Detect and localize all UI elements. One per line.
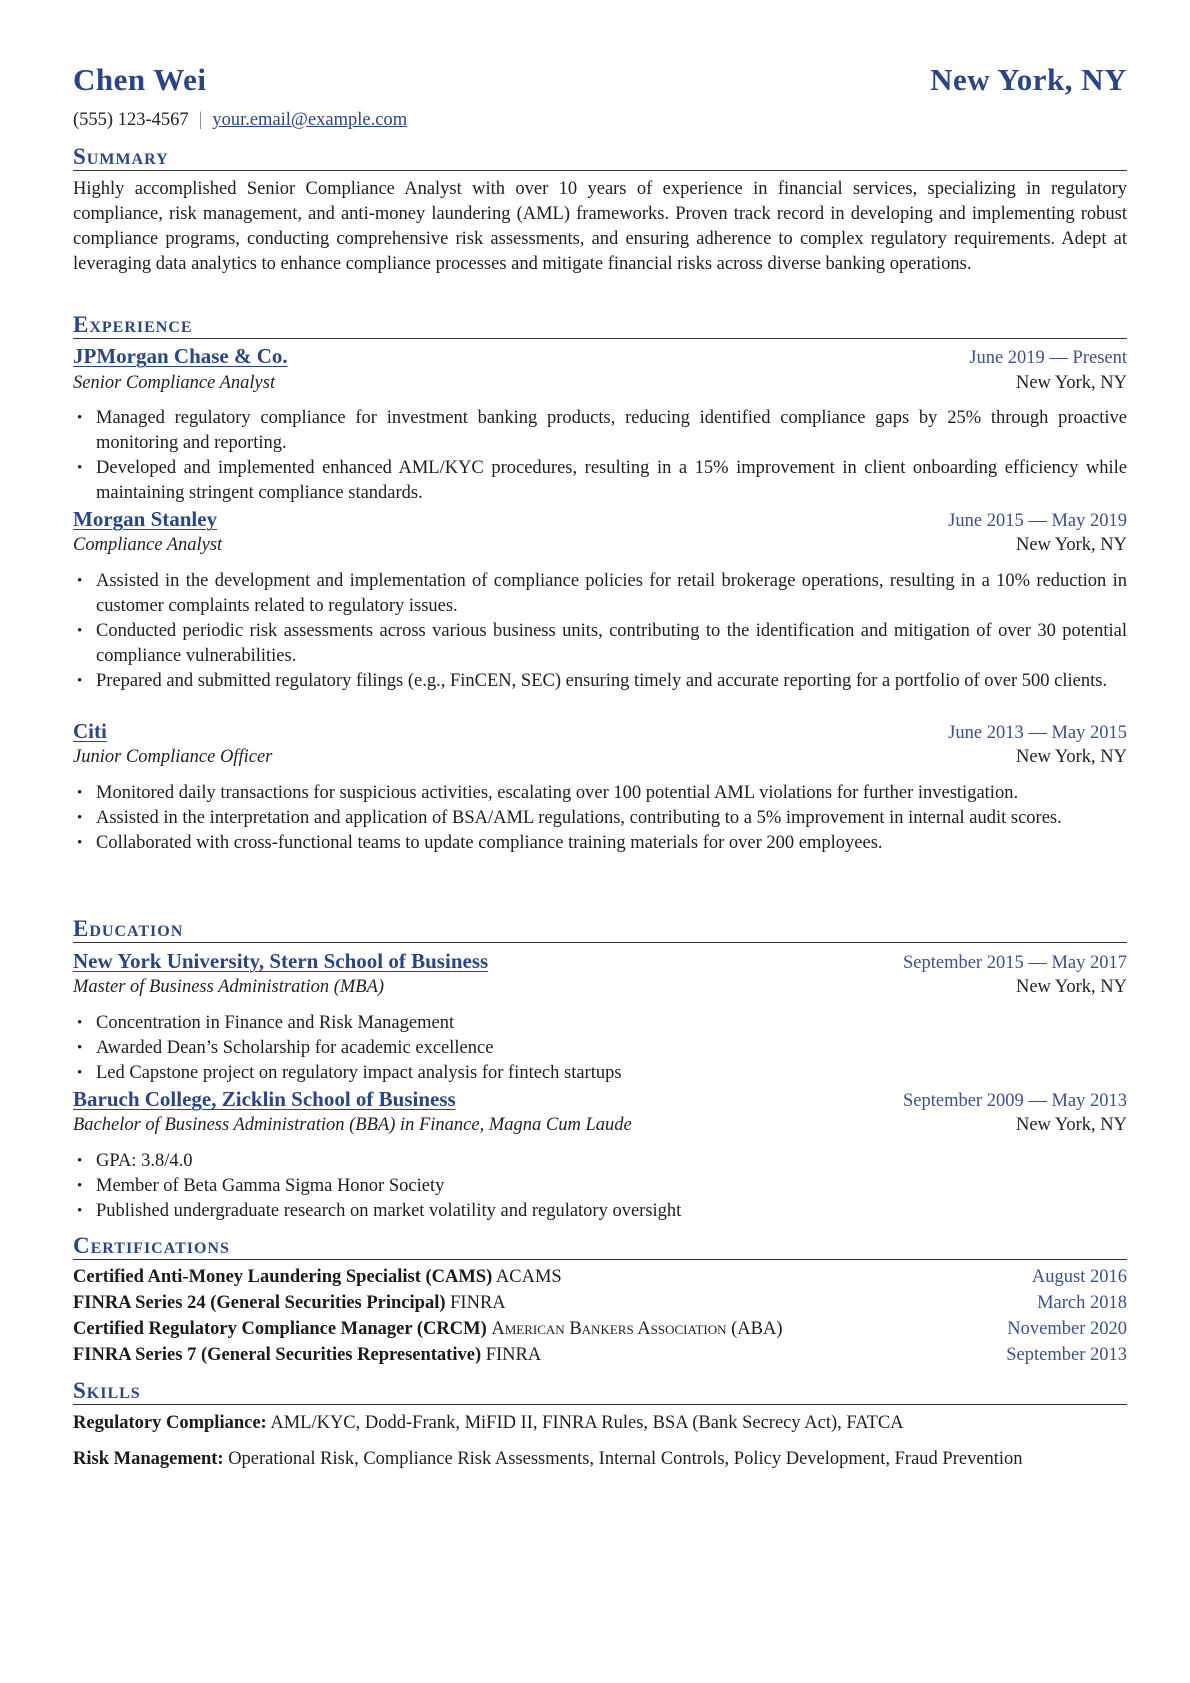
education-bullets — [73, 1011, 1127, 1086]
education-entry-subheader — [73, 1115, 1127, 1136]
contact-separator: | — [198, 110, 203, 130]
list-item: • Monitored daily transactions for suspicious activities, escalating over 100 potential AML violations for further investigation. — [73, 781, 1127, 806]
certification-issuer: FINRA — [485, 1345, 542, 1365]
list-item: • Led Capstone project on regulatory impact analysis for fintech startups — [73, 1061, 1127, 1086]
certification-date: September 2013 — [1006, 1345, 1127, 1365]
experience-entry-subheader — [73, 535, 1127, 556]
education-entry-subheader — [73, 977, 1127, 998]
certification-name: Certified Regulatory Compliance Manager (CRCM) — [73, 1319, 487, 1339]
list-item: • Concentration in Finance and Risk Management — [73, 1011, 1127, 1036]
employer-link[interactable]: Morgan Stanley — [73, 507, 218, 531]
resume-header — [73, 62, 1127, 98]
list-item: • Assisted in the development and implementation of compliance policies for retail brokerage operations, resulting in a 10% reduction in customer complaints related to regulatory issues. — [73, 569, 1127, 619]
skill-category: Regulatory Compliance: — [73, 1413, 267, 1433]
certification-issuer: FINRA — [450, 1293, 506, 1313]
certification-row — [73, 1319, 1127, 1340]
school-location: New York, NY — [1015, 977, 1127, 997]
skill-row — [73, 1447, 1127, 1472]
education-entry-header — [73, 949, 1127, 974]
list-item: • Prepared and submitted regulatory filings (e.g., FinCEN, SEC) ensuring timely and accurate reporting for a portfolio of over 500 clients. — [73, 669, 1127, 694]
job-location: New York, NY — [1015, 373, 1127, 393]
school-link[interactable]: New York University, Stern School of Business — [73, 949, 489, 973]
experience-entry-header — [73, 719, 1127, 744]
section-title-skills: Skills — [73, 1378, 1127, 1405]
school-link[interactable]: Baruch College, Zicklin School of Business — [73, 1087, 456, 1111]
job-title: Compliance Analyst — [73, 535, 223, 555]
section-title-summary: Summary — [73, 144, 1127, 171]
study-dates: September 2015 — May 2017 — [902, 953, 1127, 973]
list-item: • Published undergraduate research on market volatility and regulatory oversight — [73, 1199, 1127, 1224]
degree: Master of Business Administration (MBA) — [73, 977, 385, 997]
certification-date: November 2020 — [1007, 1319, 1127, 1339]
experience-bullets — [73, 569, 1127, 694]
summary-text: Highly accomplished Senior Compliance Analyst with over 10 years of experience in financial services, specializing in regulatory compliance, risk management, and anti-money laundering (AML) frameworks. Proven track record in developing and implementing robust compliance programs, conducting comprehensive risk assessments, and ensuring adherence to complex regulatory requirements. Adept at leveraging data analytics to enhance compliance processes and mitigate financial risks across diverse banking operations. — [73, 179, 1127, 274]
certification-name: FINRA Series 7 (General Securities Representative) — [73, 1345, 482, 1365]
skill-category: Risk Management: — [73, 1449, 224, 1469]
skill-values: AML/KYC, Dodd-Frank, MiFID II, FINRA Rules, BSA (Bank Secrecy Act), FATCA — [270, 1413, 904, 1433]
experience-bullets — [73, 781, 1127, 856]
candidate-name: Chen Wei — [73, 62, 207, 97]
degree: Bachelor of Business Administration (BBA) in Finance, Magna Cum Laude — [73, 1115, 632, 1135]
education-bullets — [73, 1149, 1127, 1224]
employer-link[interactable]: JPMorgan Chase & Co. — [73, 344, 288, 368]
employment-dates: June 2013 — May 2015 — [948, 723, 1127, 743]
job-title: Junior Compliance Officer — [73, 747, 273, 767]
school-location: New York, NY — [1015, 1115, 1127, 1135]
employer-link[interactable]: Citi — [73, 719, 107, 743]
experience-entry-subheader — [73, 747, 1127, 768]
list-item: • Collaborated with cross-functional teams to update compliance training materials for over 200 employees. — [73, 831, 1127, 856]
certification-date: August 2016 — [1031, 1267, 1127, 1287]
list-item: • Conducted periodic risk assessments across various business units, contributing to the identification and mitigation of over 30 potential compliance vulnerabilities. — [73, 619, 1127, 669]
candidate-location: New York, NY — [930, 62, 1127, 97]
job-title: Senior Compliance Analyst — [73, 373, 276, 393]
certification-row — [73, 1267, 1127, 1288]
contact-line — [73, 110, 407, 131]
list-item: • GPA: 3.8/4.0 — [73, 1149, 1127, 1174]
section-title-experience: Experience — [73, 312, 1127, 339]
list-item: • Member of Beta Gamma Sigma Honor Society — [73, 1174, 1127, 1199]
certification-date: March 2018 — [1037, 1293, 1127, 1313]
list-item: • Managed regulatory compliance for investment banking products, reducing identified compliance gaps by 25% through proactive monitoring and reporting. — [73, 406, 1127, 456]
experience-entry-header — [73, 344, 1127, 369]
certification-issuer: American Bankers Association (ABA) — [491, 1319, 783, 1339]
email-link[interactable]: your.email@example.com — [212, 110, 408, 130]
certification-issuer: ACAMS — [495, 1267, 562, 1287]
experience-entry-header — [73, 507, 1127, 532]
certification-row — [73, 1293, 1127, 1314]
experience-entry-subheader — [73, 373, 1127, 394]
phone-number: (555) 123-4567 — [73, 110, 189, 130]
certification-name: FINRA Series 24 (General Securities Principal) — [73, 1293, 446, 1313]
list-item: • Developed and implemented enhanced AML/KYC procedures, resulting in a 15% improvement in client onboarding efficiency while maintaining stringent compliance standards. — [73, 456, 1127, 506]
employment-dates: June 2019 — Present — [969, 348, 1127, 368]
skill-row — [73, 1411, 1127, 1436]
section-title-certifications: Certifications — [73, 1233, 1127, 1260]
job-location: New York, NY — [1015, 535, 1127, 555]
certification-name: Certified Anti-Money Laundering Specialist (CAMS) — [73, 1267, 493, 1287]
experience-bullets — [73, 406, 1127, 506]
employment-dates: June 2015 — May 2019 — [948, 511, 1127, 531]
skill-values: Operational Risk, Compliance Risk Assessments, Internal Controls, Policy Development, Fraud Prevention — [228, 1449, 1023, 1469]
list-item: • Assisted in the interpretation and application of BSA/AML regulations, contributing to a 5% improvement in internal audit scores. — [73, 806, 1127, 831]
education-entry-header — [73, 1087, 1127, 1112]
job-location: New York, NY — [1015, 747, 1127, 767]
list-item: • Awarded Dean’s Scholarship for academic excellence — [73, 1036, 1127, 1061]
section-title-education: Education — [73, 916, 1127, 943]
study-dates: September 2009 — May 2013 — [902, 1091, 1127, 1111]
certification-row — [73, 1345, 1127, 1366]
